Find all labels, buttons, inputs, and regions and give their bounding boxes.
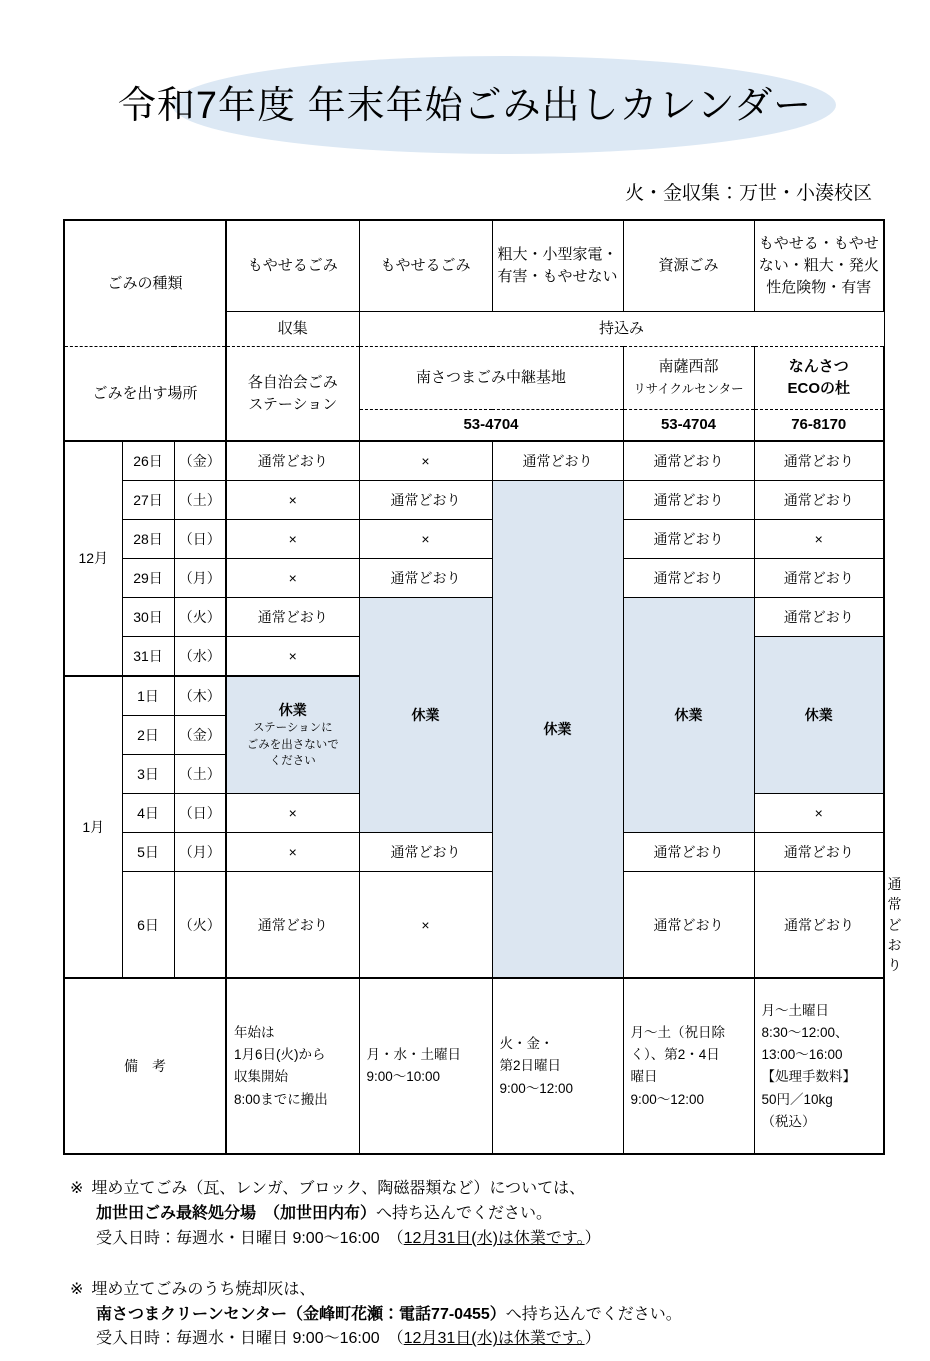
tel-relay: 53-4704 xyxy=(359,410,623,442)
garbage-calendar-table xyxy=(63,219,902,1155)
place-eco-line1: なんさつ xyxy=(788,358,849,376)
remarks-label: 備 考 xyxy=(64,978,226,1154)
header-label-place: ごみを出す場所 xyxy=(64,347,226,442)
header-type-4: 資源ごみ xyxy=(623,220,754,312)
footnote-1-line3-tail: ） xyxy=(584,1230,601,1248)
remarks-station-line3: 収集開始 xyxy=(234,1069,288,1085)
footnote-1-closed-notice: 12月31日(水)は休業です。 xyxy=(403,1230,585,1248)
header-method-collect: 収集 xyxy=(226,312,359,347)
footnote-2-hours: 受入日時：毎週水・日曜日 9:00～16:00 （ xyxy=(96,1330,404,1348)
cell-eco: 通常どおり xyxy=(754,559,884,598)
header-type-3 xyxy=(492,220,623,312)
day-weekday: （水） xyxy=(174,637,226,677)
place-station-line2: ステーション xyxy=(248,395,338,413)
cell-eco: 通常どおり xyxy=(754,441,884,481)
station-closed-title: 休業 xyxy=(278,701,307,718)
footnote-2-line1: 埋め立てごみのうち焼却灰は、 xyxy=(91,1280,316,1298)
day-weekday: （日） xyxy=(174,794,226,833)
cell-shigen: 通常どおり xyxy=(623,520,754,559)
day-number: 29日 xyxy=(122,559,174,598)
remarks-shigen-line2: く）、第2・4日 xyxy=(630,1047,720,1063)
table-row xyxy=(64,598,884,637)
remarks-sodai-line2: 第2日曜日 xyxy=(499,1058,562,1074)
table-row xyxy=(64,559,884,598)
place-station xyxy=(226,347,359,442)
remarks-eco-line3: 13:00～16:00 xyxy=(761,1047,843,1063)
station-closed-note-2: ごみを出さないで xyxy=(246,738,339,751)
place-recycle-line1: 南薩西部 xyxy=(658,358,719,376)
cell-station: × xyxy=(226,637,359,677)
remarks-eco-line1: 月～土曜日 xyxy=(761,1002,829,1018)
cell-shigen: 通常どおり xyxy=(623,481,754,520)
collection-area-subtitle: 火・金収集：万世・小湊校区 xyxy=(624,183,872,204)
month-label-dec: 12月 xyxy=(64,441,122,676)
table-row xyxy=(64,520,884,559)
cell-station: 通常どおり xyxy=(226,441,359,481)
footnote-1-facility: 加世田ごみ最終処分場 （加世田内布） xyxy=(96,1205,377,1223)
cell-moyaseru: 通常どおり xyxy=(359,833,492,872)
footnote-landfill xyxy=(70,1177,890,1251)
day-number: 6日 xyxy=(122,872,174,979)
tel-eco: 76-8170 xyxy=(754,410,884,442)
footnote-2-closed-notice: 12月31日(水)は休業です。 xyxy=(403,1330,585,1348)
cell-moyaseru: 通常どおり xyxy=(359,559,492,598)
cell-shigen-closed: 休業 xyxy=(623,598,754,833)
station-closed-note-3: ください xyxy=(269,755,316,768)
header-type-5 xyxy=(754,220,884,312)
place-recycle-line2: リサイクルセンター xyxy=(633,382,744,396)
place-eco-line2: ECOの杜 xyxy=(787,380,850,397)
table-row xyxy=(64,441,884,481)
header-row-type xyxy=(64,220,884,312)
footnote-1-line2-tail: へ持ち込んでください。 xyxy=(376,1205,553,1223)
day-weekday: （金） xyxy=(174,716,226,755)
day-number: 31日 xyxy=(122,637,174,677)
table-row xyxy=(64,481,884,520)
cell-station: 通常どおり xyxy=(226,598,359,637)
header-method-bring: 持込み xyxy=(359,312,884,347)
cell-shigen: 通常どおり xyxy=(623,441,754,481)
remarks-row xyxy=(64,978,884,1154)
footnote-1-line1: 埋め立てごみ（瓦、レンガ、ブロック、陶磁器類など）については、 xyxy=(91,1180,586,1198)
remarks-shigen-line1: 月～土（祝日除 xyxy=(630,1024,725,1040)
cell-moyaseru: × xyxy=(359,441,492,481)
month-label-jan: 1月 xyxy=(64,676,122,978)
footnote-mark-icon: ※ xyxy=(70,1180,84,1198)
day-weekday: （木） xyxy=(174,676,226,716)
title-banner xyxy=(0,46,930,166)
cell-shigen: 通常どおり xyxy=(623,559,754,598)
header-label-type: ごみの種類 xyxy=(64,220,226,347)
remarks-station-line4: 8:00までに搬出 xyxy=(234,1091,328,1107)
cell-eco: 通常どおり xyxy=(754,481,884,520)
day-weekday: （火） xyxy=(174,598,226,637)
cell-moyaseru: × xyxy=(359,872,492,979)
header-type-1: もやせるごみ xyxy=(226,220,359,312)
table-row: 6日 （火） 通常どおり × 通常どおり 通常どおり 通常どおり xyxy=(64,872,884,979)
tel-recycle: 53-4704 xyxy=(623,410,754,442)
day-weekday: （火） xyxy=(174,872,226,979)
remarks-station-line2: 1月6日(火)から xyxy=(234,1047,326,1063)
day-number: 5日 xyxy=(122,833,174,872)
header-row-place xyxy=(64,347,884,410)
cell-eco: × xyxy=(754,794,884,833)
table-row xyxy=(64,833,884,872)
day-weekday: （金） xyxy=(174,441,226,481)
header-type-5-line3: 性危険物・有害 xyxy=(766,278,872,296)
day-number: 4日 xyxy=(122,794,174,833)
remarks-eco-line4: 【処理手数料】 xyxy=(761,1069,856,1085)
remarks-eco xyxy=(754,978,884,1154)
header-type-2: もやせるごみ xyxy=(359,220,492,312)
place-station-line1: 各自治会ごみ xyxy=(247,373,338,391)
remarks-eco-line6: （税込） xyxy=(761,1114,816,1130)
day-number: 28日 xyxy=(122,520,174,559)
day-weekday: （土） xyxy=(174,755,226,794)
footnotes xyxy=(0,1155,930,1352)
cell-eco-closed: 休業 xyxy=(754,637,884,794)
remarks-station xyxy=(226,978,359,1154)
cell-eco: 通常どおり xyxy=(754,833,884,872)
day-number: 3日 xyxy=(122,755,174,794)
station-closed-note-1: ステーションに xyxy=(252,722,333,735)
remarks-shigen xyxy=(623,978,754,1154)
remarks-station-line1: 年始は xyxy=(234,1024,275,1040)
footnote-ash xyxy=(70,1278,890,1352)
cell-sodai-closed: 休業 xyxy=(492,481,623,979)
cell-station: × xyxy=(226,481,359,520)
cell-eco: 通常どおり xyxy=(754,598,884,637)
remarks-sodai-line1: 火・金・ xyxy=(499,1036,554,1052)
cell-station: 通常どおり xyxy=(226,872,359,979)
cell-station: × xyxy=(226,794,359,833)
cell-eco: × xyxy=(754,520,884,559)
header-type-3-line2: 有害・もやせない xyxy=(497,268,618,285)
footnote-2-line2-tail: へ持ち込んでください。 xyxy=(505,1305,682,1323)
cell-station: × xyxy=(226,559,359,598)
remarks-shigen-line3: 曜日 xyxy=(630,1069,658,1085)
day-number: 30日 xyxy=(122,598,174,637)
cell-moyaseru: 通常どおり xyxy=(359,481,492,520)
day-weekday: （土） xyxy=(174,481,226,520)
remarks-moyaseru xyxy=(359,978,492,1154)
day-number: 26日 xyxy=(122,441,174,481)
footnote-1-hours: 受入日時：毎週水・日曜日 9:00～16:00 （ xyxy=(96,1230,404,1248)
place-eco xyxy=(754,347,884,410)
remarks-shigen-line4: 9:00～12:00 xyxy=(630,1091,705,1107)
header-type-5-line2: ない・粗大・発火 xyxy=(758,257,879,275)
place-recycle xyxy=(623,347,754,410)
cell-station: × xyxy=(226,833,359,872)
cell-station: × xyxy=(226,520,359,559)
remarks-moyaseru-line2: 9:00～10:00 xyxy=(366,1069,441,1085)
remarks-sodai xyxy=(492,978,623,1154)
remarks-moyaseru-line1: 月・水・土曜日 xyxy=(366,1047,461,1063)
day-weekday: （月） xyxy=(174,559,226,598)
remarks-eco-line2: 8:30～12:00、 xyxy=(761,1024,849,1040)
footnote-2-facility: 南さつまクリーンセンター（金峰町花瀬：電話77-0455） xyxy=(96,1305,506,1323)
remarks-eco-line5: 50円／10kg xyxy=(761,1091,833,1107)
place-relay: 南さつまごみ中継基地 xyxy=(359,347,623,410)
cell-sodai: 通常どおり xyxy=(492,441,623,481)
footnote-mark-icon: ※ xyxy=(70,1280,84,1298)
header-type-5-line1: もやせる・もやせ xyxy=(758,235,879,253)
header-type-3-line1: 粗大・小型家電・ xyxy=(497,246,618,264)
cell-station-closed xyxy=(226,676,359,794)
day-number: 1日 xyxy=(122,676,174,716)
day-weekday: （月） xyxy=(174,833,226,872)
cell-shigen: 通常どおり xyxy=(623,833,754,872)
page-title: 令和7年度 年末年始ごみ出しカレンダー xyxy=(117,85,813,127)
cell-sodai: 通常どおり xyxy=(623,872,754,979)
cell-shigen: 通常どおり xyxy=(754,872,884,979)
cell-moyaseru-closed: 休業 xyxy=(359,598,492,833)
day-number: 27日 xyxy=(122,481,174,520)
day-weekday: （日） xyxy=(174,520,226,559)
remarks-sodai-line3: 9:00～12:00 xyxy=(499,1080,574,1096)
cell-moyaseru: × xyxy=(359,520,492,559)
footnote-2-line3-tail: ） xyxy=(584,1330,601,1348)
day-number: 2日 xyxy=(122,716,174,755)
